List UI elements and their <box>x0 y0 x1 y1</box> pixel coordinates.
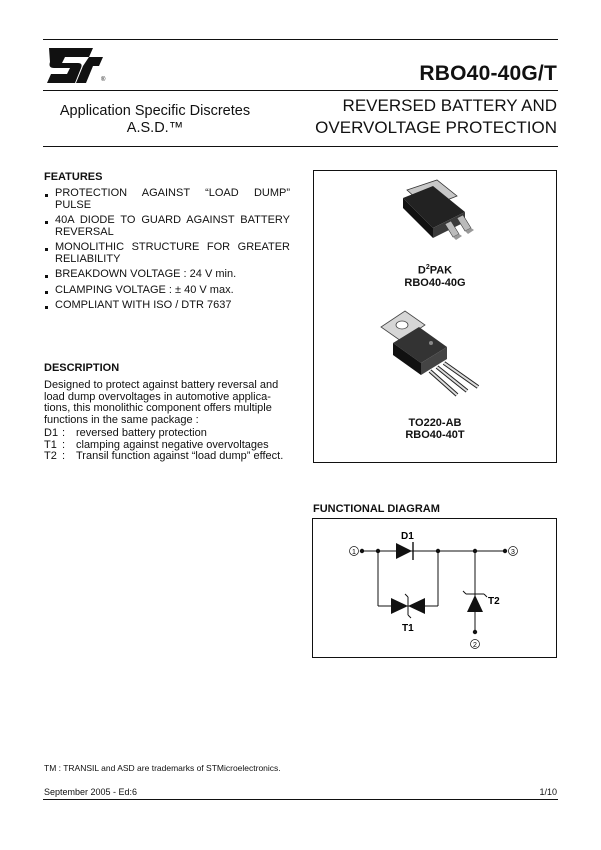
junction-node <box>376 549 380 553</box>
description-text: Designed to protect against battery reversal and load dump overvoltages in automotive applica- tions, this monolithic component offers multiple functions in the same package : <box>44 379 279 426</box>
d1-diode <box>396 542 413 560</box>
to220-name: TO220-AB <box>408 417 462 429</box>
title-line1: REVERSED BATTERY AND <box>342 96 557 115</box>
to220-package-image <box>375 305 495 410</box>
st-logo <box>45 46 107 86</box>
pin3-label: 3 <box>511 549 515 556</box>
d2pak-label <box>313 262 557 289</box>
t2-label: T2 <box>488 596 500 607</box>
pin2-label: 2 <box>473 642 477 649</box>
d2pak-part: RBO40-40G <box>404 276 466 289</box>
d2pak-package-image <box>393 178 483 256</box>
features-heading: FEATURES <box>44 171 103 183</box>
title-line2: OVERVOLTAGE PROTECTION <box>315 118 557 137</box>
pin1-node <box>360 549 364 553</box>
footer-rule <box>43 799 558 800</box>
document-title <box>315 95 557 139</box>
d1-label: D1 <box>401 531 414 542</box>
title-rule <box>43 146 558 147</box>
feature-item: BREAKDOWN VOLTAGE : 24 V min. <box>45 269 290 281</box>
pin3-node <box>503 549 507 553</box>
feature-item: MONOLITHIC STRUCTURE FOR GREATER RELIABILITY <box>45 242 290 265</box>
page-number: 1/10 <box>539 787 557 797</box>
feature-item: CLAMPING VOLTAGE : ± 40 V max. <box>45 285 290 297</box>
trademark-note: TM : TRANSIL and ASD are trademarks of STMicroelectronics. <box>44 763 281 773</box>
feature-item: COMPLIANT WITH ISO / DTR 7637 <box>45 300 290 312</box>
feature-item: 40A DIODE TO GUARD AGAINST BATTERY REVERSAL <box>45 215 290 238</box>
description-heading: DESCRIPTION <box>44 362 120 374</box>
junction-node <box>473 549 477 553</box>
category-line2: A.S.D.™ <box>126 120 184 136</box>
function-item: D1 : reversed battery protection <box>44 427 207 439</box>
function-item: T1 : clamping against negative overvoltages <box>44 438 269 451</box>
pin2-node <box>473 630 477 634</box>
to220-part: RBO40-40T <box>405 429 465 441</box>
t1-label: T1 <box>402 623 414 634</box>
d2pak-name: $D^2PAK$ <box>417 264 453 277</box>
pin1-label: 1 <box>352 549 356 556</box>
functional-diagram <box>312 518 557 658</box>
function-item: T2 : Transil function against “load dump” effect. <box>44 450 284 462</box>
header-rule <box>43 90 558 91</box>
registered-mark: ® <box>101 77 106 83</box>
part-number: RBO40-40G/T <box>419 62 557 85</box>
top-rule <box>43 39 558 40</box>
to220-label <box>313 417 557 441</box>
t1-transil <box>391 594 425 618</box>
diagram-heading: FUNCTIONAL DIAGRAM <box>313 503 440 515</box>
feature-item: PROTECTION AGAINST “LOAD DUMP” PULSE <box>45 188 290 211</box>
function-list <box>44 428 283 463</box>
footer-date: September 2005 - Ed:6 <box>44 787 138 797</box>
t2-transil <box>463 591 487 612</box>
features-list <box>45 188 290 316</box>
junction-node <box>436 549 440 553</box>
category <box>50 103 260 137</box>
category-line1: Application Specific Discretes <box>59 103 251 119</box>
